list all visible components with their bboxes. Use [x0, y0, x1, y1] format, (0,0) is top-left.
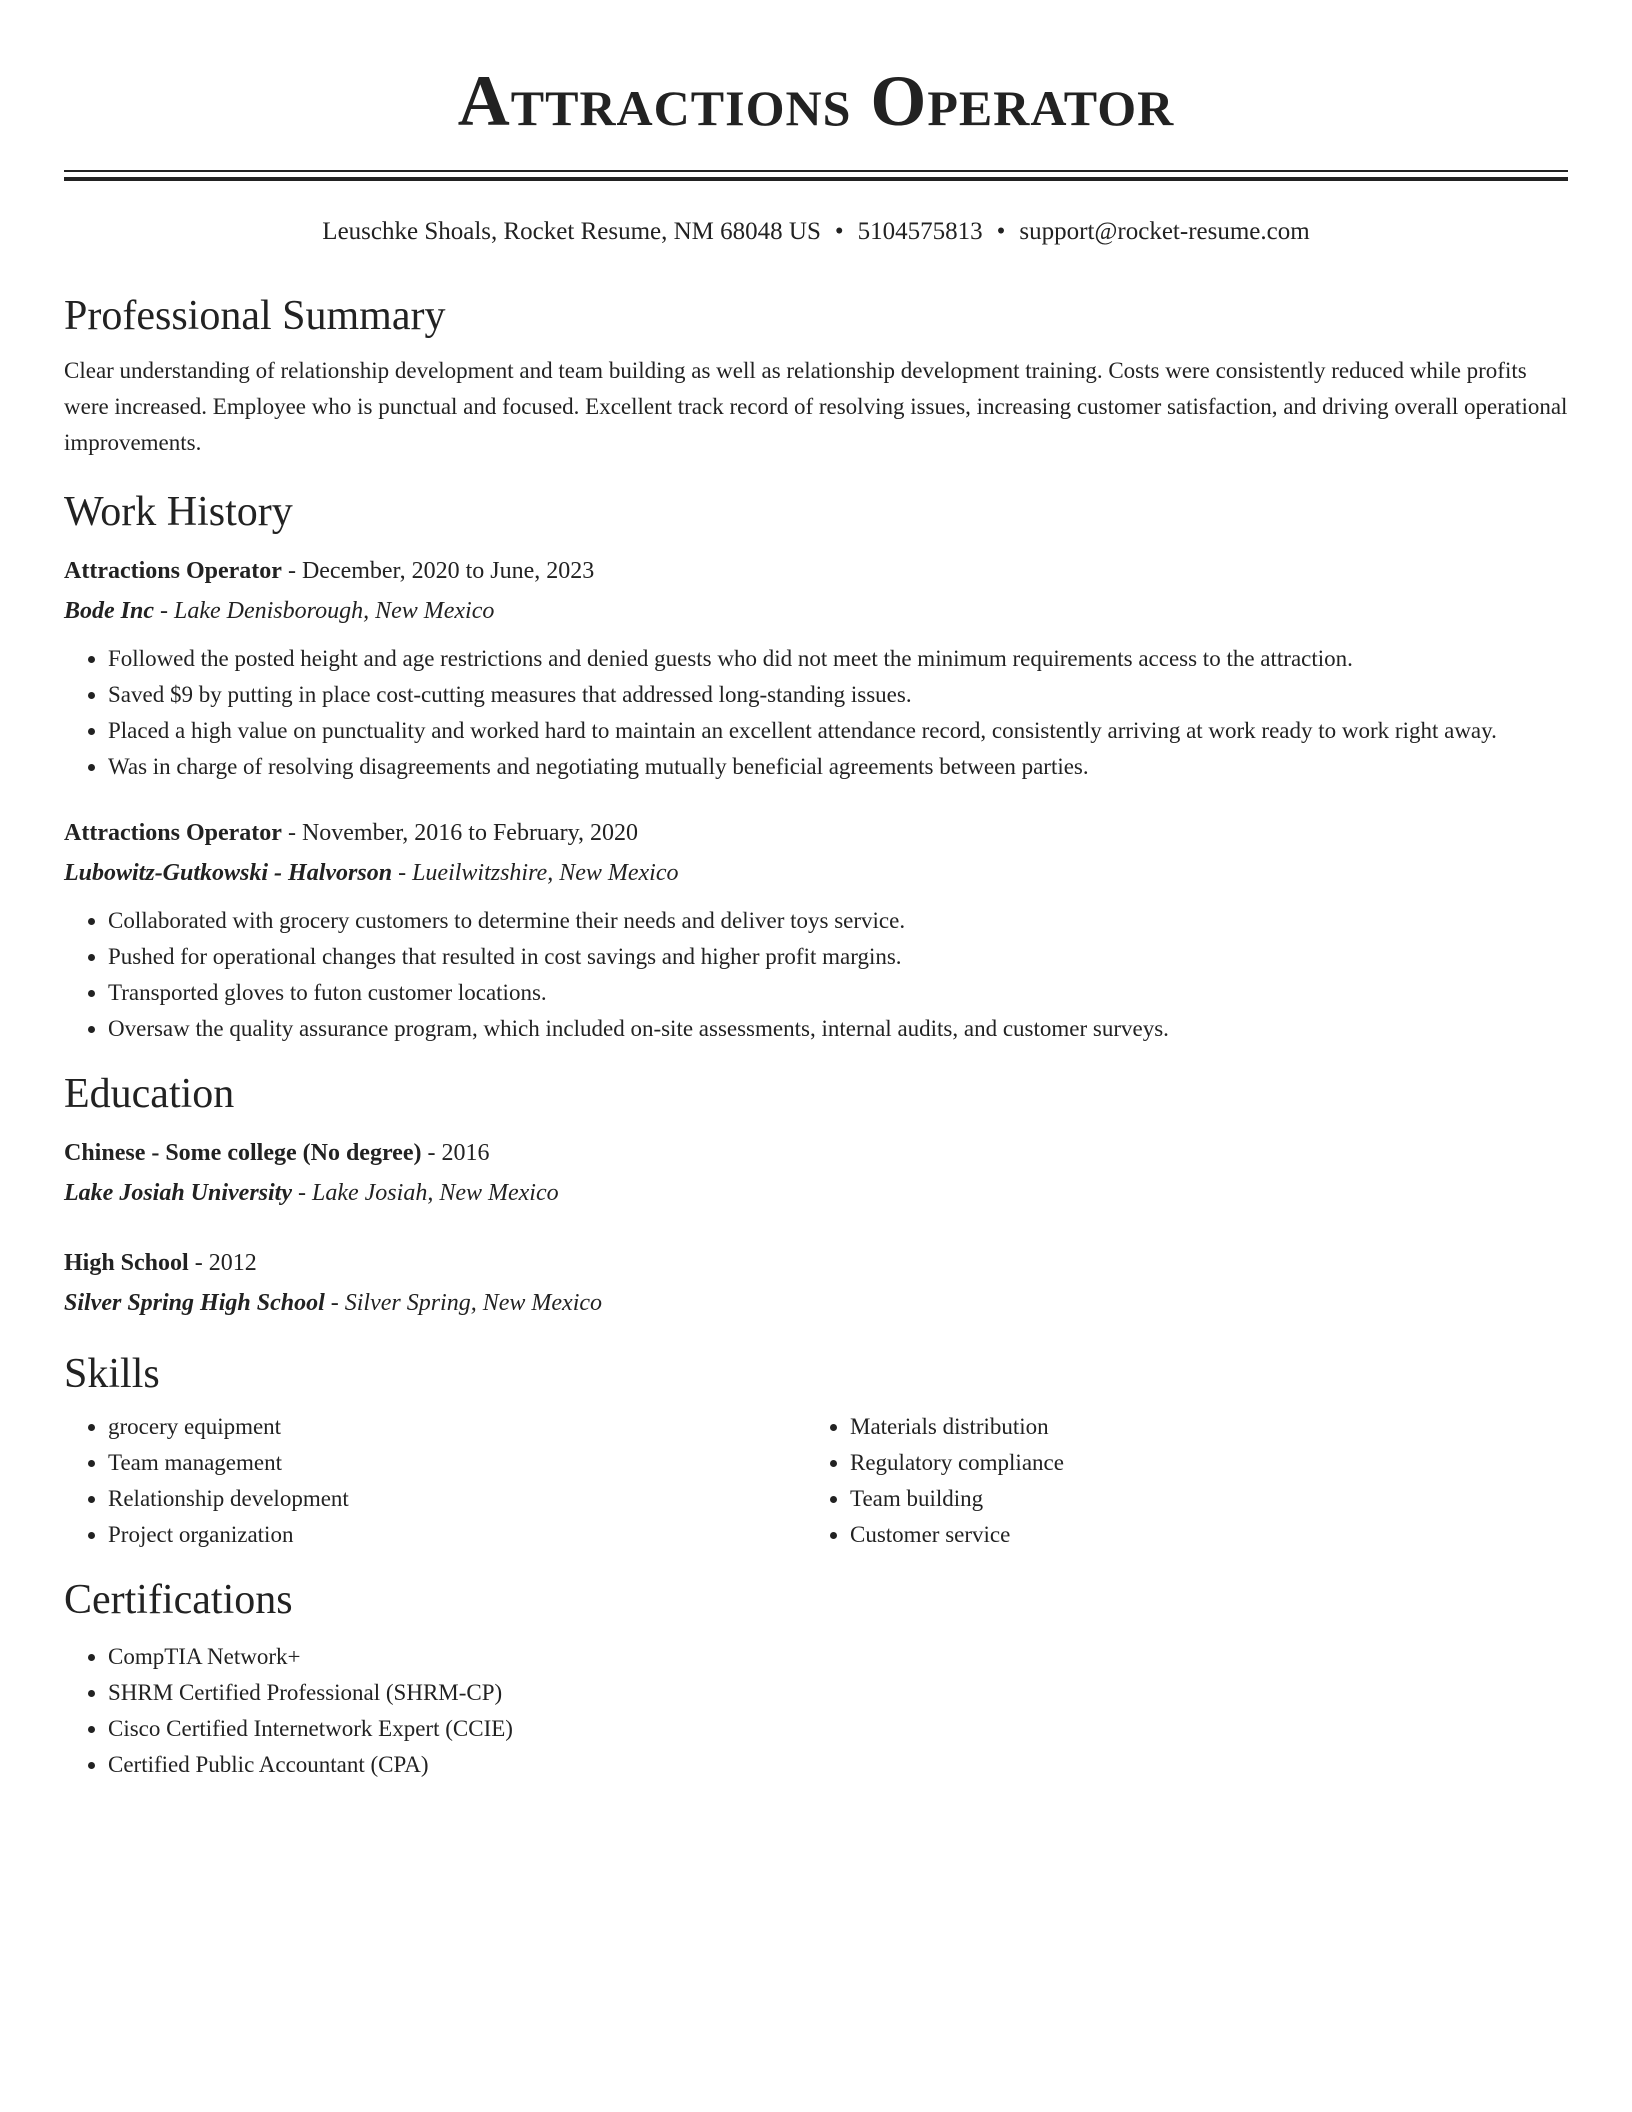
job-title: Attractions Operator — [64, 558, 282, 584]
skill-item: • Team management — [108, 1445, 806, 1481]
title-rule-top — [64, 170, 1568, 172]
education-entry — [64, 1133, 1568, 1213]
certifications-heading: Certifications — [64, 1577, 293, 1623]
contact-separator: • — [996, 218, 1006, 245]
skill-item: • Customer service — [850, 1517, 1548, 1553]
certifications-list — [64, 1639, 1568, 1783]
skill-item: • Team building — [850, 1481, 1548, 1517]
education-school-line: Silver Spring High School - Silver Spring, New Mexico — [64, 1290, 603, 1316]
title-rule-bottom — [64, 177, 1568, 181]
contact-line — [64, 215, 1568, 249]
contact-email: support@rocket-resume.com — [1019, 218, 1310, 245]
education-year: 2012 — [208, 1250, 257, 1276]
skill-item: • Regulatory compliance — [850, 1445, 1548, 1481]
education-heading: Education — [64, 1071, 235, 1117]
education-location: Silver Spring, New Mexico — [344, 1290, 603, 1316]
job-bullet: • Oversaw the quality assurance program, which included on-site assessments, internal audits, and customer surveys. — [108, 1011, 1568, 1047]
job-bullet: • Placed a high value on punctuality and worked hard to maintain an excellent attendance record, consistently arriving at work ready to work right away. — [108, 713, 1568, 749]
education-degree-line: Chinese - Some college (No degree) - 2016 — [64, 1140, 490, 1166]
job-title: Attractions Operator — [64, 820, 282, 846]
job-company-line: Lubowitz-Gutkowski - Halvorson - Lueilwitzshire, New Mexico — [64, 860, 679, 886]
job-bullet: • Saved $9 by putting in place cost-cutting measures that addressed long-standing issues. — [108, 677, 1568, 713]
job-entry — [64, 551, 1568, 785]
skills-column-left — [64, 1409, 806, 1553]
skills-heading: Skills — [64, 1351, 160, 1397]
contact-phone: 5104575813 — [857, 218, 983, 245]
job-location: Lueilwitzshire, New Mexico — [412, 860, 679, 886]
job-bullet: • Was in charge of resolving disagreements and negotiating mutually beneficial agreements between parties. — [108, 749, 1568, 785]
skill-item: • Project organization — [108, 1517, 806, 1553]
education-year: 2016 — [441, 1140, 490, 1166]
job-company: Lubowitz-Gutkowski - Halvorson — [64, 860, 393, 886]
resume-title: Attractions Operator — [457, 61, 1175, 141]
skill-item: • Materials distribution — [850, 1409, 1548, 1445]
education-school-line: Lake Josiah University - Lake Josiah, New Mexico — [64, 1180, 559, 1206]
education-degree: High School — [64, 1250, 189, 1276]
contact-address: Leuschke Shoals, Rocket Resume, NM 68048 US — [322, 218, 821, 245]
summary-text: Clear understanding of relationship development and team building as well as relationship development training. Costs were consistently reduced while profits were increased. Employee who is punctual and focused. Excellent track record of resolving issues, increasing customer satisfaction, and driving overall operational improvements. — [64, 358, 1568, 455]
skill-item: • Relationship development — [108, 1481, 806, 1517]
summary-heading: Professional Summary — [64, 293, 446, 339]
education-location: Lake Josiah, New Mexico — [312, 1180, 559, 1206]
job-bullets — [64, 903, 1568, 1047]
job-title-line: Attractions Operator - November, 2016 to February, 2020 — [64, 820, 639, 846]
job-bullet: • Collaborated with grocery customers to determine their needs and deliver toys service. — [108, 903, 1568, 939]
education-school: Lake Josiah University — [64, 1180, 292, 1206]
education-degree: Chinese - Some college (No degree) — [64, 1140, 422, 1166]
job-bullets — [64, 641, 1568, 785]
job-location: Lake Denisborough, New Mexico — [174, 598, 495, 624]
contact-separator: • — [834, 218, 844, 245]
job-bullet: • Followed the posted height and age restrictions and denied guests who did not meet the minimum requirements access to the attraction. — [108, 641, 1568, 677]
skills-column-right — [806, 1409, 1548, 1553]
skills-grid — [64, 1399, 1568, 1553]
job-title-line: Attractions Operator - December, 2020 to June, 2023 — [64, 558, 595, 584]
skill-item: • grocery equipment — [108, 1409, 806, 1445]
work-history-heading: Work History — [64, 489, 293, 535]
job-company: Bode Inc — [64, 598, 154, 624]
certification-item: • CompTIA Network+ — [108, 1639, 1568, 1675]
education-entry — [64, 1243, 1568, 1323]
certification-item: • SHRM Certified Professional (SHRM-CP) — [108, 1675, 1568, 1711]
resume-page — [64, 0, 1568, 1783]
certification-item: • Certified Public Accountant (CPA) — [108, 1747, 1568, 1783]
education-school: Silver Spring High School — [64, 1290, 325, 1316]
education-degree-line: High School - 2012 — [64, 1250, 257, 1276]
certification-item: • Cisco Certified Internetwork Expert (CCIE) — [108, 1711, 1568, 1747]
job-bullet: • Pushed for operational changes that resulted in cost savings and higher profit margins. — [108, 939, 1568, 975]
job-bullet: • Transported gloves to futon customer locations. — [108, 975, 1568, 1011]
job-company-line: Bode Inc - Lake Denisborough, New Mexico — [64, 598, 495, 624]
job-entry — [64, 813, 1568, 1047]
job-dates: November, 2016 to February, 2020 — [301, 820, 639, 846]
job-dates: December, 2020 to June, 2023 — [301, 558, 595, 584]
